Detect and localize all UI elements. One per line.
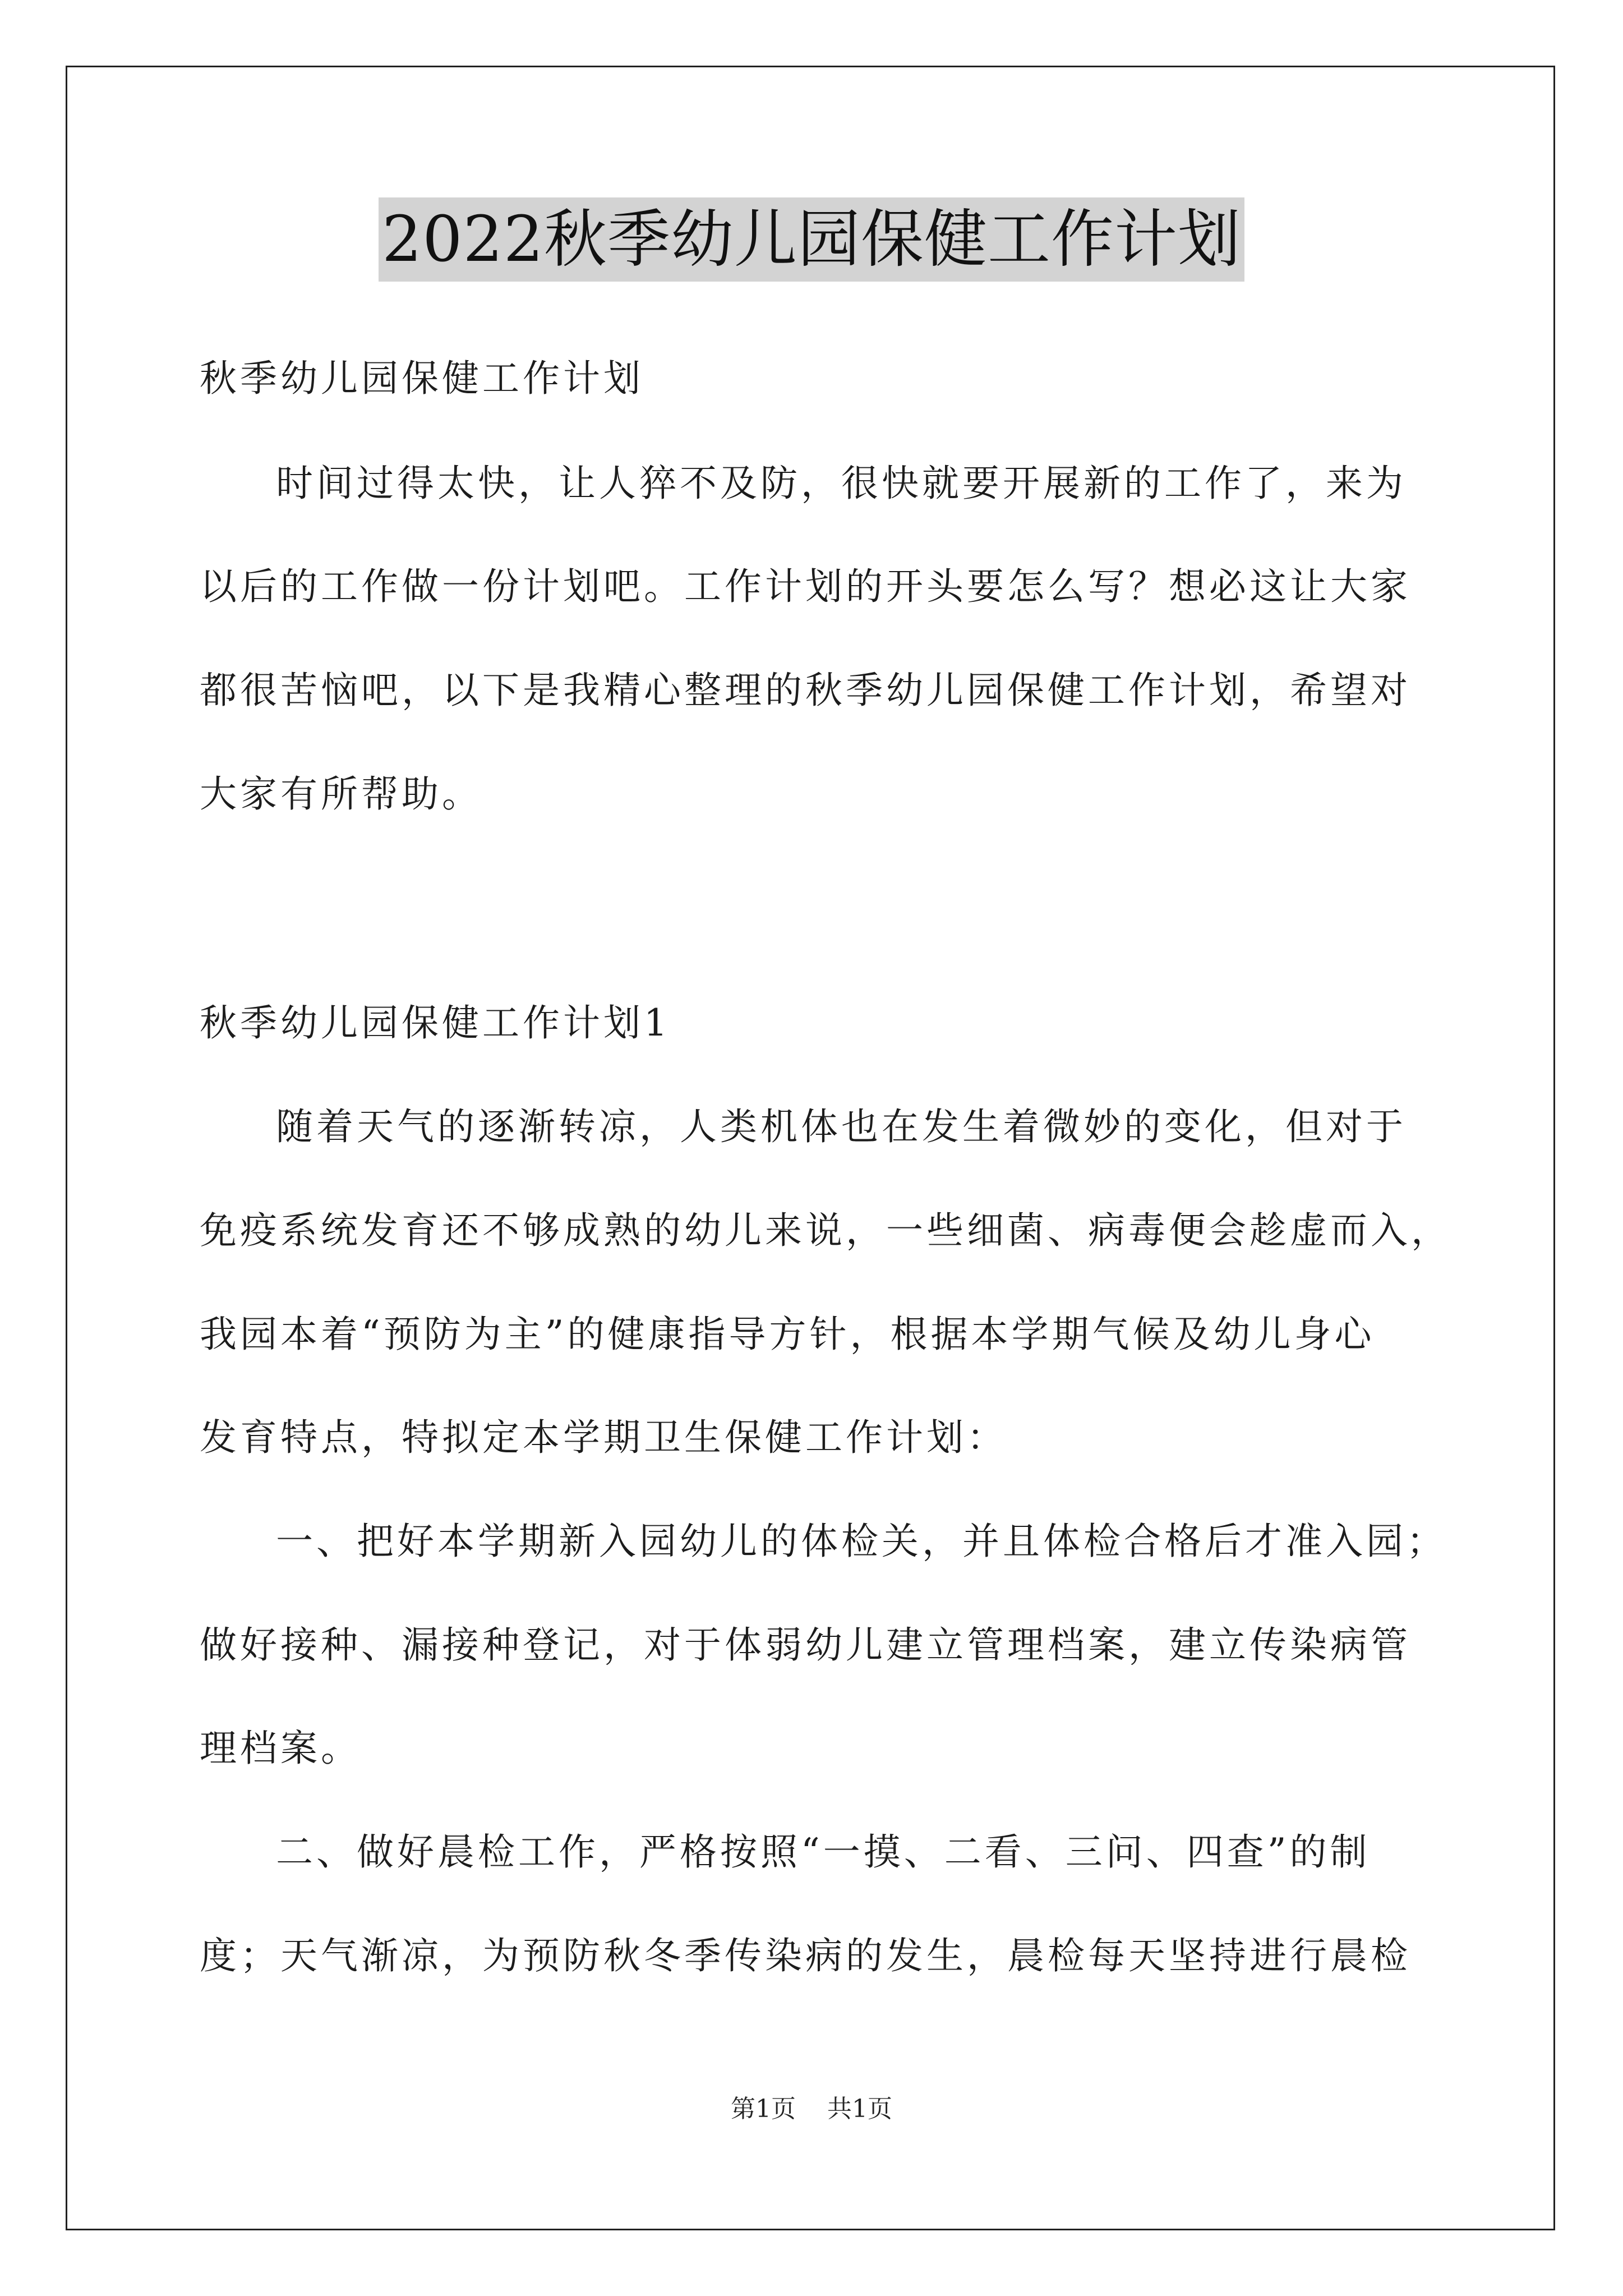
paragraph-line: 随着天气的逐渐转凉，人类机体也在发生着微妙的变化，但对于 [276, 1105, 1407, 1148]
section-heading: 秋季幼儿园保健工作计划 [200, 357, 644, 400]
section-heading: 秋季幼儿园保健工作计划1 [200, 1001, 671, 1045]
paragraph-line: 以后的工作做一份计划吧。工作计划的开头要怎么写？想必这让大家 [200, 565, 1411, 608]
paragraph-line: 都很苦恼吧，以下是我精心整理的秋季幼儿园保健工作计划，希望对 [200, 669, 1411, 712]
paragraph-line: 做好接种、漏接种登记，对于体弱幼儿建立管理档案，建立传染病管 [200, 1623, 1411, 1667]
page-number: 第1页 [731, 2095, 796, 2123]
paragraph-line: 免疫系统发育还不够成熟的幼儿来说，一些细菌、病毒便会趁虚而入， [200, 1209, 1451, 1252]
paragraph-line: 一、把好本学期新入园幼儿的体检关，并且体检合格后才准入园； [276, 1520, 1447, 1563]
document-title: 2022秋季幼儿园保健工作计划 [379, 197, 1244, 282]
paragraph-line: 我园本着“预防为主”的健康指导方针，根据本学期气候及幼儿身心 [200, 1313, 1375, 1356]
page-footer [0, 2095, 1623, 2123]
paragraph-line: 时间过得太快，让人猝不及防，很快就要开展新的工作了，来为 [276, 462, 1407, 505]
paragraph-line: 理档案。 [200, 1727, 361, 1770]
title-container [0, 197, 1623, 282]
page-total: 共1页 [827, 2095, 892, 2123]
paragraph-line: 度；天气渐凉，为预防秋冬季传染病的发生，晨检每天坚持进行晨检 [200, 1934, 1411, 1977]
paragraph-line: 二、做好晨检工作，严格按照“一摸、二看、三问、四查”的制 [276, 1830, 1371, 1874]
paragraph-line: 发育特点，特拟定本学期卫生保健工作计划： [200, 1416, 1007, 1459]
paragraph-line: 大家有所帮助。 [200, 772, 482, 816]
